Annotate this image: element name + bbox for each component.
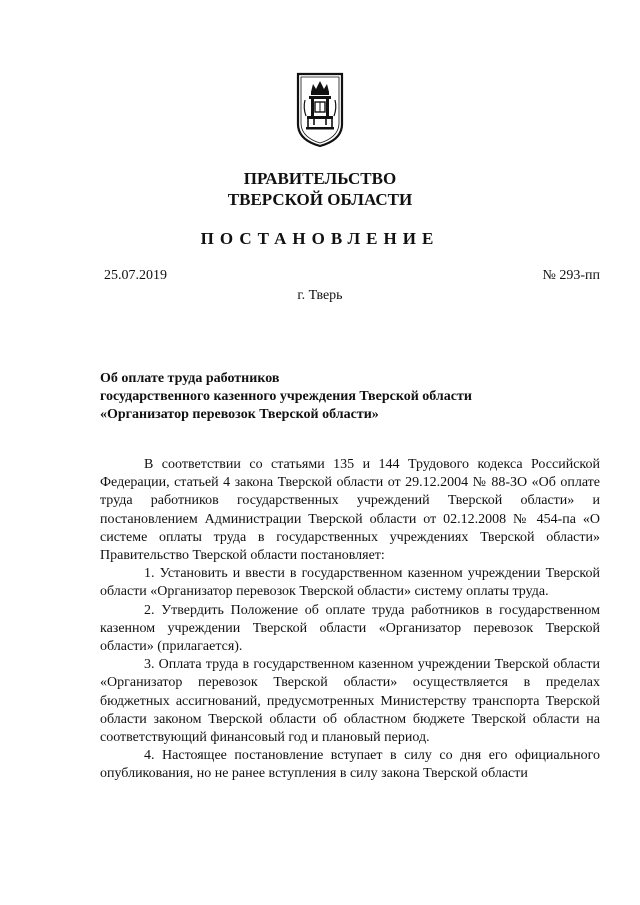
clause-paragraph: 1. Установить и ввести в государственном казенном учреждении Тверской области «Организатор перевозок Тверской области» систему оплаты труда.: [100, 566, 600, 600]
clause-paragraph: 4. Настоящее постановление вступает в силу со дня его официального опубликования, но не ранее вступления в силу закона Тверской области: [100, 748, 600, 782]
document-number: № 293-пп: [542, 268, 600, 283]
heading-line: «Организатор перевозок Тверской области»: [100, 407, 379, 422]
document-date: 25.07.2019: [104, 268, 167, 283]
document-type: ПОСТАНОВЛЕНИЕ: [200, 229, 440, 248]
org-name-line1: ПРАВИТЕЛЬСТВО: [243, 169, 397, 188]
clause-paragraph: 3. Оплата труда в государственном казенном учреждении Тверской области «Организатор перевозок Тверской области» осуществляется в пределах бюджетных ассигнований, предусмотренных Министерству транспорта Тверской области законом Тверской области об областном бюджете Тверской области на соответствующий финансовый год и плановый период.: [100, 657, 600, 746]
heading-line: государственного казенного учреждения Тверской области: [100, 389, 472, 404]
coat-of-arms-tver-icon: [295, 72, 345, 148]
clause-paragraph: 2. Утвердить Положение об оплате труда работников в государственном казенном учреждении Тверской области «Организатор перевозок Тверской области» (прилагается).: [100, 602, 600, 655]
heading-line: Об оплате труда работников: [100, 371, 280, 386]
document-body: [100, 456, 600, 784]
org-name-line2: ТВЕРСКОЙ ОБЛАСТИ: [227, 190, 413, 209]
document-heading: [100, 370, 600, 424]
document-city: г. Тверь: [297, 288, 343, 303]
preamble-paragraph: В соответствии со статьями 135 и 144 Трудового кодекса Российской Федерации, статьей 4 закона Тверской области от 29.12.2004 № 88-ЗО «Об оплате труда работников государственных учреждений Тверской области» и постановлением Администрации Тверской области от 02.12.2008 № 454-па «О системе оплаты труда в государственных учреждениях Тверской области» Правительство Тверской области постановляет:: [100, 457, 600, 564]
